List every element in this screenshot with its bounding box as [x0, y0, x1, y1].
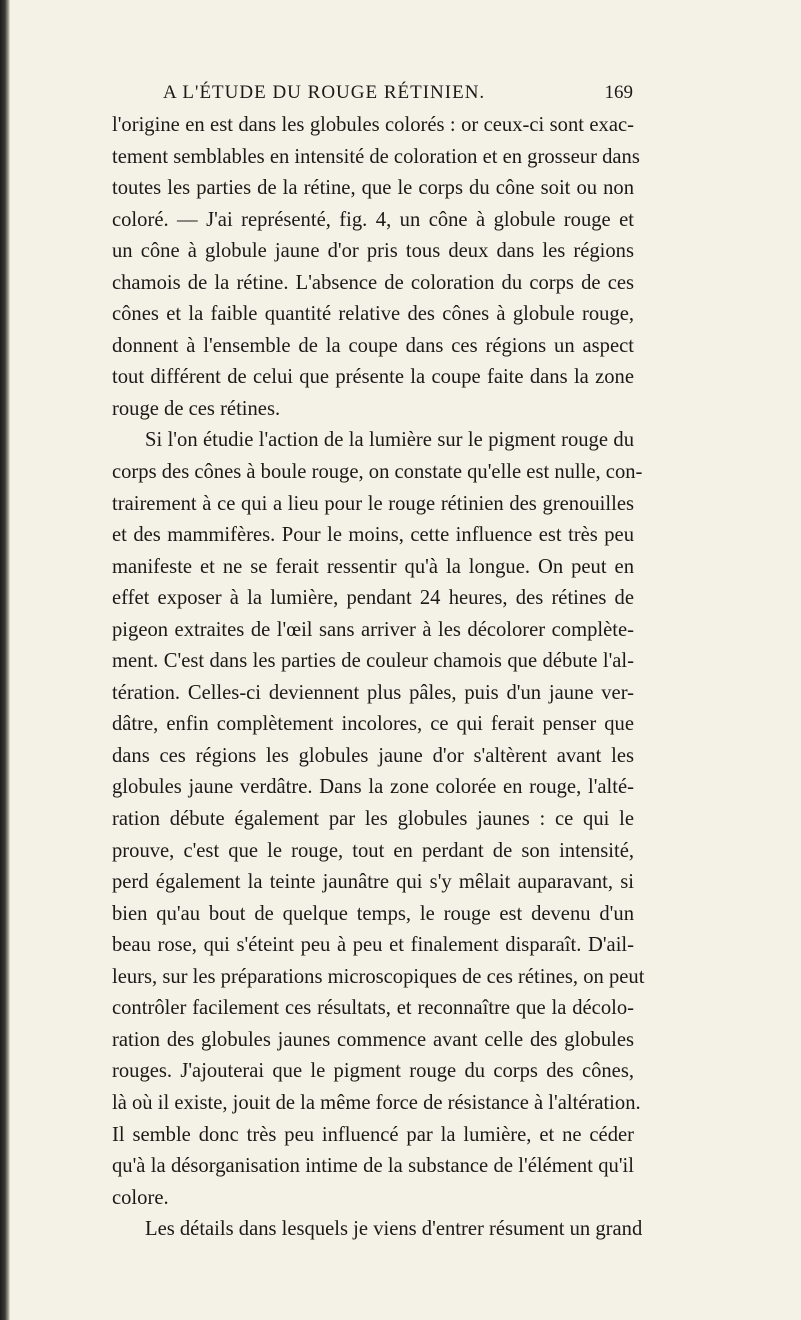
- text-line: contrôler facilement ces résultats, et reconnaître que la décolo-: [112, 997, 634, 1020]
- text-line: et des mammifères. Pour le moins, cette influence est très peu: [112, 524, 634, 547]
- text-line: beau rose, qui s'éteint peu à peu et finalement disparaît. D'ail-: [112, 934, 634, 957]
- text-line: ment. C'est dans les parties de couleur chamois que débute l'al-: [112, 650, 634, 673]
- text-line: prouve, c'est que le rouge, tout en perdant de son intensité,: [112, 839, 634, 862]
- text-line: globules jaune verdâtre. Dans la zone colorée en rouge, l'alté-: [112, 776, 634, 799]
- text-line: trairement à ce qui a lieu pour le rouge rétinien des grenouilles: [112, 492, 634, 515]
- running-title: A L'ÉTUDE DU ROUGE RÉTINIEN.: [163, 82, 486, 103]
- text-line: l'origine en est dans les globules colorés : or ceux-ci sont exac-: [112, 114, 634, 136]
- text-line: perd également la teinte jaunâtre qui s'y mêlait auparavant, si: [112, 871, 634, 894]
- text-line: Il semble donc très peu influencé par la lumière, et ne céder: [112, 1123, 634, 1146]
- text-line: leurs, sur les préparations microscopiques de ces rétines, on peut: [112, 965, 645, 988]
- text-line: tement semblables en intensité de coloration et en grosseur dans: [112, 145, 640, 168]
- text-line: tout différent de celui que présente la coupe faite dans la zone: [112, 366, 634, 389]
- paragraph-start-line: Les détails dans lesquels je viens d'entrer résument un grand: [145, 1218, 643, 1241]
- text-line: cônes et la faible quantité relative des cônes à globule rouge,: [112, 303, 634, 326]
- paragraph-end-line: rouge de ces rétines.: [112, 397, 281, 420]
- running-header: [163, 76, 633, 110]
- text-line: dans ces régions les globules jaune d'or s'altèrent avant les: [112, 744, 634, 767]
- text-line: ration des globules jaunes commence avant celle des globules: [112, 1028, 634, 1051]
- text-line: rouges. J'ajouterai que le pigment rouge du corps des cônes,: [112, 1060, 634, 1083]
- text-line: ration débute également par les globules jaunes : ce qui le: [112, 808, 634, 831]
- text-line: toutes les parties de la rétine, que le corps du cône soit ou non: [112, 177, 634, 200]
- text-line: un cône à globule jaune d'or pris tous deux dans les régions: [112, 240, 634, 263]
- page-number: 169: [604, 82, 633, 103]
- paragraph-end-line: colore.: [112, 1186, 169, 1209]
- text-line: coloré. — J'ai représenté, fig. 4, un cône à globule rouge et: [112, 208, 634, 231]
- text-line: qu'à la désorganisation intime de la substance de l'élément qu'il: [112, 1155, 634, 1178]
- text-line: effet exposer à la lumière, pendant 24 heures, des rétines de: [112, 587, 634, 610]
- text-line: bien qu'au bout de quelque temps, le rouge est devenu d'un: [112, 902, 634, 925]
- page-binding-edge: [0, 0, 10, 1320]
- text-line: chamois de la rétine. L'absence de coloration du corps de ces: [112, 271, 634, 294]
- body-text: [112, 110, 645, 1246]
- text-line: pigeon extraites de l'œil sans arriver à les décolorer complète-: [112, 618, 634, 641]
- paragraph-start-line: Si l'on étudie l'action de la lumière sur le pigment rouge du: [145, 429, 634, 452]
- text-line: corps des cônes à boule rouge, on constate qu'elle est nulle, con-: [112, 461, 643, 484]
- text-line: manifeste et ne se ferait ressentir qu'à la longue. On peut en: [112, 555, 634, 578]
- text-line: tération. Celles-ci deviennent plus pâles, puis d'un jaune ver-: [112, 681, 634, 704]
- text-line: donnent à l'ensemble de la coupe dans ces régions un aspect: [112, 334, 634, 357]
- text-line: là où il existe, jouit de la même force de résistance à l'altération.: [112, 1091, 641, 1114]
- text-line: dâtre, enfin complètement incolores, ce qui ferait penser que: [112, 713, 634, 736]
